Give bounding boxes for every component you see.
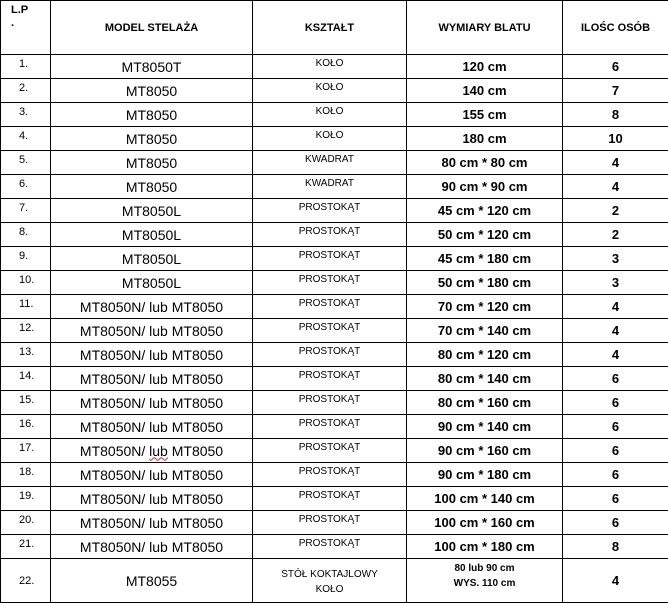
row-people: 6 (563, 463, 668, 487)
table-row-last (1, 559, 668, 603)
row-dims: 45 cm * 120 cm (407, 199, 563, 223)
row-shape: PROSTOKĄT (253, 223, 407, 247)
row-number: 20. (1, 511, 51, 535)
header-model: MODEL STELAŻA (51, 1, 253, 55)
row-dims: 90 cm * 90 cm (407, 175, 563, 199)
row-number: 6. (1, 175, 51, 199)
row-shape (253, 559, 407, 603)
header-dims: WYMIARY BLATU (407, 1, 563, 55)
row-model-text: MT8050N/ lub MT8050 (79, 442, 224, 459)
header-lp-text: L.P (11, 4, 29, 16)
header-lp-dot: . (11, 17, 15, 29)
row-people: 2 (563, 223, 668, 247)
row-people: 4 (563, 151, 668, 175)
row-number: 19. (1, 487, 51, 511)
row-model: MT8050N/ lub MT8050 (51, 415, 253, 439)
row-shape: PROSTOKĄT (253, 487, 407, 511)
table-row (1, 127, 668, 151)
table-row (1, 367, 668, 391)
row-dims-line2: WYS. 110 cm (453, 578, 516, 589)
row-dims: 80 cm * 120 cm (407, 343, 563, 367)
row-model: MT8050N/ lub MT8050 (51, 463, 253, 487)
row-people: 2 (563, 199, 668, 223)
row-number: 9. (1, 247, 51, 271)
row-shape: PROSTOKĄT (253, 439, 407, 463)
row-dims: 180 cm (407, 127, 563, 151)
row-shape: KOŁO (253, 127, 407, 151)
table-row (1, 487, 668, 511)
row-model: MT8050N/ lub MT8050 (51, 319, 253, 343)
row-dims: 80 cm * 80 cm (407, 151, 563, 175)
row-number: 12. (1, 319, 51, 343)
row-shape: KOŁO (253, 55, 407, 79)
row-model: MT8050N/ lub MT8050 (51, 343, 253, 367)
row-number: 2. (1, 79, 51, 103)
row-dims: 70 cm * 120 cm (407, 295, 563, 319)
row-shape: KWADRAT (253, 151, 407, 175)
table-row (1, 391, 668, 415)
row-shape: PROSTOKĄT (253, 415, 407, 439)
table-row (1, 223, 668, 247)
row-number: 4. (1, 127, 51, 151)
row-number: 10. (1, 271, 51, 295)
row-dims: 80 cm * 140 cm (407, 367, 563, 391)
row-model (51, 439, 253, 463)
table-row (1, 79, 668, 103)
row-model: MT8050L (51, 199, 253, 223)
row-model: MT8050 (51, 103, 253, 127)
row-number: 16. (1, 415, 51, 439)
row-model: MT8050 (51, 175, 253, 199)
row-people: 8 (563, 103, 668, 127)
row-people: 6 (563, 415, 668, 439)
row-number: 5. (1, 151, 51, 175)
header-people: ILOŚC OSÓB (563, 1, 668, 55)
row-shape: PROSTOKĄT (253, 511, 407, 535)
table-row (1, 439, 668, 463)
row-dims: 90 cm * 180 cm (407, 463, 563, 487)
row-dims: 50 cm * 180 cm (407, 271, 563, 295)
row-model: MT8050 (51, 79, 253, 103)
row-model: MT8050N/ lub MT8050 (51, 511, 253, 535)
row-people: 6 (563, 367, 668, 391)
row-shape: PROSTOKĄT (253, 367, 407, 391)
row-dims-line1: 80 lub 90 cm (454, 563, 515, 574)
row-shape-line1: STÓŁ KOKTAJLOWY (281, 569, 378, 580)
row-model: MT8050N/ lub MT8050 (51, 487, 253, 511)
row-people: 10 (563, 127, 668, 151)
row-people: 3 (563, 271, 668, 295)
row-people: 6 (563, 391, 668, 415)
table-row (1, 199, 668, 223)
row-shape: PROSTOKĄT (253, 463, 407, 487)
row-dims: 100 cm * 180 cm (407, 535, 563, 559)
header-row (1, 1, 668, 55)
row-dims: 100 cm * 160 cm (407, 511, 563, 535)
row-people: 7 (563, 79, 668, 103)
row-shape: PROSTOKĄT (253, 199, 407, 223)
row-dims: 100 cm * 140 cm (407, 487, 563, 511)
table-row (1, 103, 668, 127)
row-model: MT8050 (51, 127, 253, 151)
row-model: MT8050L (51, 223, 253, 247)
row-dims (407, 559, 563, 603)
row-number: 18. (1, 463, 51, 487)
table-row (1, 151, 668, 175)
row-number: 17. (1, 439, 51, 463)
row-dims: 90 cm * 160 cm (407, 439, 563, 463)
row-number: 15. (1, 391, 51, 415)
table-row (1, 295, 668, 319)
row-model: MT8050N/ lub MT8050 (51, 391, 253, 415)
row-shape-line2: KOŁO (315, 584, 344, 595)
row-number: 21. (1, 535, 51, 559)
row-people: 4 (563, 175, 668, 199)
row-people: 4 (563, 343, 668, 367)
row-shape: PROSTOKĄT (253, 271, 407, 295)
row-people: 4 (563, 559, 668, 603)
row-model: MT8050L (51, 271, 253, 295)
row-model: MT8050 (51, 151, 253, 175)
header-lp (1, 1, 51, 55)
row-shape: KWADRAT (253, 175, 407, 199)
row-dims: 50 cm * 120 cm (407, 223, 563, 247)
row-model: MT8055 (51, 559, 253, 603)
row-dims: 140 cm (407, 79, 563, 103)
row-people: 4 (563, 295, 668, 319)
row-people: 6 (563, 439, 668, 463)
row-people: 6 (563, 511, 668, 535)
table-row (1, 271, 668, 295)
row-number: 11. (1, 295, 51, 319)
row-shape: PROSTOKĄT (253, 295, 407, 319)
table-row (1, 511, 668, 535)
table-row (1, 535, 668, 559)
row-number: 8. (1, 223, 51, 247)
row-shape: KOŁO (253, 103, 407, 127)
row-model: MT8050N/ lub MT8050 (51, 367, 253, 391)
row-model: MT8050T (51, 55, 253, 79)
row-number: 1. (1, 55, 51, 79)
row-dims: 45 cm * 180 cm (407, 247, 563, 271)
row-number: 13. (1, 343, 51, 367)
row-people: 8 (563, 535, 668, 559)
row-number: 7. (1, 199, 51, 223)
row-number: 3. (1, 103, 51, 127)
header-shape: KSZTAŁT (253, 1, 407, 55)
row-dims: 120 cm (407, 55, 563, 79)
row-dims: 155 cm (407, 103, 563, 127)
row-model: MT8050N/ lub MT8050 (51, 535, 253, 559)
table-row (1, 463, 668, 487)
row-number: 14. (1, 367, 51, 391)
row-model: MT8050N/ lub MT8050 (51, 295, 253, 319)
row-number: 22. (1, 559, 51, 603)
row-shape: PROSTOKĄT (253, 247, 407, 271)
row-shape: KOŁO (253, 79, 407, 103)
row-people: 6 (563, 487, 668, 511)
table-row (1, 319, 668, 343)
table-row (1, 55, 668, 79)
table-row (1, 415, 668, 439)
table-row (1, 343, 668, 367)
row-dims: 90 cm * 140 cm (407, 415, 563, 439)
table-row (1, 247, 668, 271)
row-dims: 80 cm * 160 cm (407, 391, 563, 415)
row-people: 6 (563, 55, 668, 79)
row-shape: PROSTOKĄT (253, 343, 407, 367)
row-people: 4 (563, 319, 668, 343)
table-row (1, 175, 668, 199)
row-shape: PROSTOKĄT (253, 391, 407, 415)
row-model: MT8050L (51, 247, 253, 271)
spellcheck-underline: lub (149, 442, 168, 459)
row-shape: PROSTOKĄT (253, 535, 407, 559)
row-shape: PROSTOKĄT (253, 319, 407, 343)
row-dims: 70 cm * 140 cm (407, 319, 563, 343)
row-people: 3 (563, 247, 668, 271)
